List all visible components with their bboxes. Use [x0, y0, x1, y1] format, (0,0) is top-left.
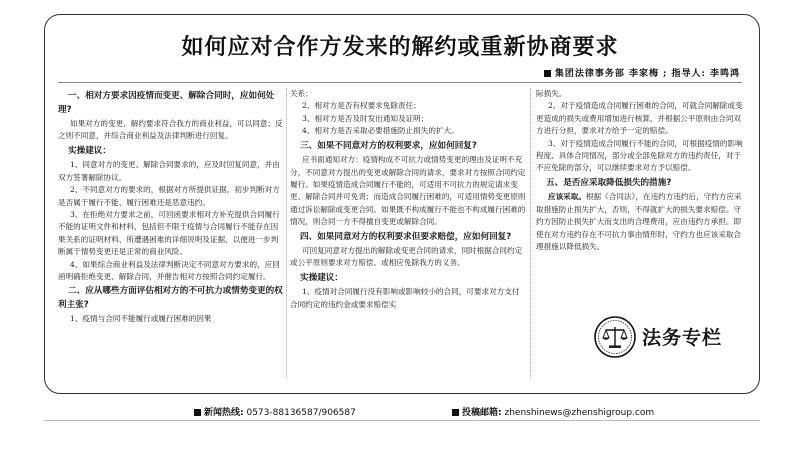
- paragraph: [536, 191, 748, 253]
- byline-text: 集团法律事务部 李家梅 ; 指导人: 李鸣鸿: [554, 69, 740, 79]
- scales-of-justice-icon: [594, 316, 636, 358]
- byline: [544, 66, 740, 79]
- paragraph: 3、对于疫情造成合同履行不能的合同，可根据疫情的影响程度、具体合同情况，部分或全部免除对方的违约责任，对于不应免除的部分，可以继续要求对方予以赔偿。: [536, 138, 743, 173]
- email-address: zhenshinews@zhenshigroup.com: [504, 408, 655, 418]
- paragraph: 2、相对方是否有权要求免除责任；: [302, 101, 421, 111]
- answer-text: 根据《合同法》，在违约方违约后，守约方应采取措施防止损失扩大，否则，不得就扩大的损失要求赔偿。守约方因防止损失扩大而支出的合理费用，应由违约方承担。即使在对方违约存在不可抗力事由情形时，守约方也应该采取合理措施以降低损失。: [536, 192, 742, 251]
- paragraph: 1、疫情与合同不能履行或履行困难的因果: [70, 314, 212, 324]
- paragraph: 3、相对方是否及时发出通知及证明；: [302, 113, 429, 123]
- column-divider: [530, 88, 531, 378]
- column-divider: [286, 88, 287, 378]
- paragraph: 2、不同意对方的要求的，根据对方所提供证据，初步判断对方是否属于履行不能、履行困难还是恶意违约。: [58, 185, 280, 207]
- column-1: [58, 88, 284, 378]
- paragraph: 应书面通知对方：疫情构成不可抗力或情势变更的理由及证明不充分，不同意对方提出的变更或解除合同的请求，要求对方按照合同约定履行。如果疫情造成合同履行不能的，可适用不可抗力的规定请求变更、解除合同并可免责；而造成合同履行困难的，可适用情势变更原则通过诉讼解除或变更合同。如果既不构成履行不能也不构成履行困难的情况，则合同一方不得擅自变更或解除合同。: [290, 155, 526, 227]
- paragraph: 3、在拒绝对方要求之前，可回函要求相对方补充提供合同履行不能的证明文件和材料，包括但不限于疫情与合同履行不能存在因果关系的证明材料、所遭遇困难的详细说明及证据，以便进一步判断属于情势变更还是正常的商业风险。: [58, 209, 280, 257]
- section-heading: 五、是否应采取降低损失的措施?: [546, 177, 672, 188]
- square-bullet-icon: [544, 70, 551, 77]
- section-subheading: 实操建议：: [68, 145, 111, 156]
- section-heading: 四、如果同意对方的权利要求但要求赔偿，应如何回复?: [300, 231, 512, 242]
- paragraph: 2、对于疫情造成合同履行困难的合同，可就合同解除或变更造成的损失或费用增加进行核算，并根据公平原则由合同双方进行分担，要求对方给予一定的赔偿。: [536, 101, 743, 136]
- title-rule: [58, 82, 742, 83]
- square-bullet-icon: [194, 409, 201, 416]
- submission-email: [452, 405, 654, 418]
- paragraph: 1、同意对方的变更、解除合同要求的，应及时回复同意，并由双方签署解除协议。: [58, 160, 280, 182]
- paragraph: 1、疫情对合同履行没有影响或影响较小的合同，可要求对方支付合同约定的违约金或要求赔偿实: [290, 287, 520, 309]
- news-hotline: [194, 405, 356, 418]
- section-heading: 三、如果不同意对方的权利要求，应如何回复?: [300, 140, 477, 151]
- answer-lead: 应该采取。: [548, 192, 586, 202]
- paragraph: 际损失。: [536, 89, 567, 98]
- section-heading: 一、相对方要求因疫情而变更、解除合同时，应如何处理?: [58, 91, 275, 115]
- column-2: [290, 88, 526, 378]
- footer-rule: [44, 420, 760, 421]
- column-3: [536, 88, 748, 288]
- column-label: 法务专栏: [642, 327, 723, 349]
- paragraph: 4、相对方是否采取必要措施防止损失的扩大。: [302, 126, 459, 136]
- email-label: 投稿邮箱:: [462, 408, 502, 418]
- paragraph: 4、如果综合商业利益及法律判断决定不同意对方要求的，应回函明确拒绝变更、解除合同，并催告相对方按照合同约定履行。: [58, 259, 280, 281]
- article-title: 如何应对合作方发来的解约或重新协商要求: [181, 35, 619, 60]
- square-bullet-icon: [452, 409, 459, 416]
- hotline-label: 新闻热线:: [204, 408, 244, 418]
- section-subheading: 实操建议：: [300, 272, 343, 283]
- paragraph: 可回复同意对方提出的解除或变更合同的请求，同时根据合同约定或公平原则要求对方赔偿、或相应免除我方的义务。: [290, 246, 523, 268]
- section-heading: 二、应从哪些方面评估相对方的不可抗力或情势变更的权利主张?: [58, 286, 283, 310]
- paragraph: 关系；: [290, 89, 313, 98]
- paragraph: 如果对方的变更、解约要求符合我方的商业利益，可以同意；反之则不同意，并综合商业利益及法律判断进行回复。: [58, 119, 283, 141]
- hotline-number: 0573-88136587/906587: [246, 408, 356, 418]
